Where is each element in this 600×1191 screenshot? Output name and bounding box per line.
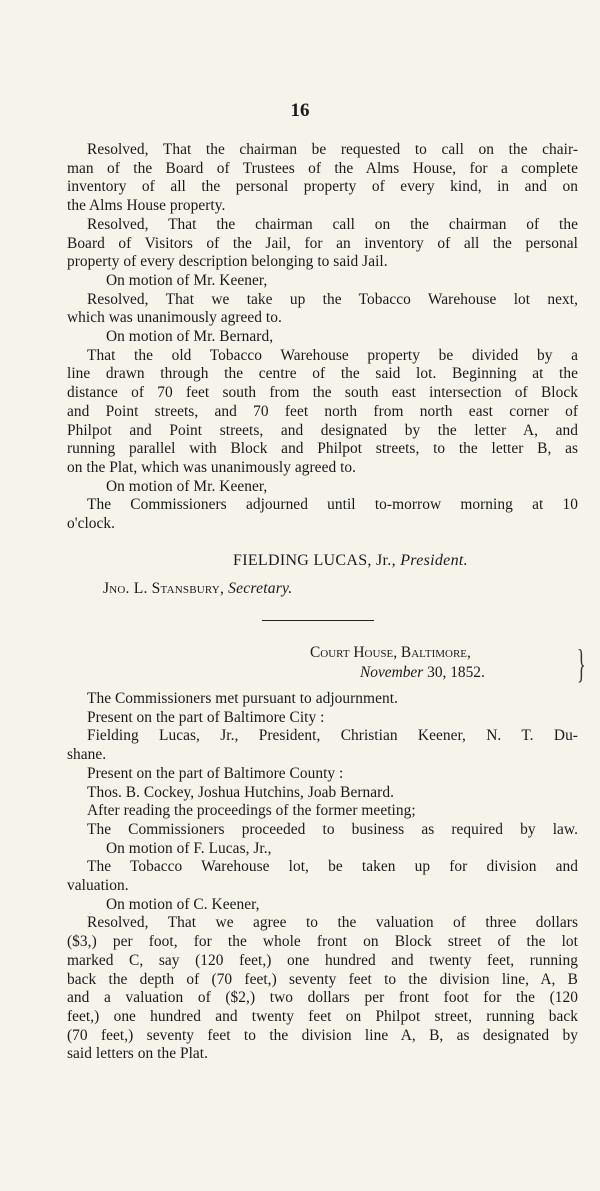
president-signature: [233, 552, 468, 570]
text-line: ($3,) per foot, for the whole front on Block street of the lot: [67, 933, 578, 951]
text-line: After reading the proceedings of the former meeting;: [87, 802, 416, 820]
minutes-block-1: [67, 141, 578, 534]
text-line: property of every description belonging to said Jail.: [67, 253, 388, 271]
text-line: on the Plat, which was unanimously agreed to.: [67, 458, 357, 476]
text-line: Philpot and Point streets, and designated by the letter A, and: [67, 421, 578, 439]
secretary-title: Secretary.: [228, 580, 293, 597]
page-number: 16: [290, 100, 310, 121]
text-line: On motion of Mr. Bernard,: [106, 328, 274, 346]
heading-date-rest: 30, 1852.: [427, 664, 485, 681]
text-line: Resolved, That the chairman be requested to call on the chair-: [87, 141, 578, 158]
text-line: said letters on the Plat.: [67, 1045, 209, 1063]
text-line: Thos. B. Cockey, Joshua Hutchins, Joab Bernard.: [87, 783, 394, 801]
text-line: Board of Visitors of the Jail, for an inventory of all the personal: [67, 234, 578, 252]
text-line: On motion of Mr. Keener,: [106, 477, 268, 495]
president-name: FIELDING LUCAS, Jr.,: [233, 552, 396, 569]
text-line: the Alms House property.: [67, 197, 226, 215]
text-line: feet,) one hundred and twenty feet on Philpot street, running back: [67, 1007, 578, 1025]
meeting-heading: [310, 643, 550, 683]
text-line: inventory of all the personal property of every kind, in and on: [67, 178, 578, 196]
text-line: The Commissioners proceeded to business as required by law.: [87, 820, 578, 838]
heading-date-month: November: [360, 664, 424, 681]
text-line: man of the Board of Trustees of the Alms House, for a complete: [67, 159, 578, 177]
brace-icon: }: [577, 641, 586, 686]
secretary-signature: [103, 580, 292, 598]
text-line: Fielding Lucas, Jr., President, Christian Keener, N. T. Du-: [87, 727, 578, 745]
secretary-name: Jno. L. Stansbury,: [103, 580, 225, 597]
heading-date: [310, 663, 550, 683]
text-line: valuation.: [67, 877, 129, 895]
text-line: Present on the part of Baltimore City :: [87, 708, 325, 726]
text-line: marked C, say (120 feet,) one hundred and twenty feet, running: [67, 951, 578, 969]
text-line: On motion of C. Keener,: [106, 895, 260, 913]
text-line: back the depth of (70 feet,) seventy feet to the division line, A, B: [67, 970, 578, 988]
text-line: line drawn through the centre of the said lot. Beginning at the: [67, 365, 578, 383]
text-line: Resolved, That we take up the Tobacco Warehouse lot next,: [87, 290, 578, 308]
text-line: which was unanimously agreed to.: [67, 309, 282, 327]
heading-location: Court House, Baltimore,: [310, 644, 471, 661]
minutes-block-2: [67, 690, 578, 1064]
text-line: The Commissioners met pursuant to adjournment.: [87, 690, 398, 707]
text-line: and a valuation of ($2,) two dollars per front foot for the (120: [67, 989, 578, 1007]
text-line: Resolved, That the chairman call on the chairman of the: [87, 215, 578, 233]
text-line: shane.: [67, 746, 107, 764]
president-title: President.: [400, 552, 468, 569]
text-line: distance of 70 feet south from the south east intersection of Block: [67, 384, 578, 402]
text-line: Present on the part of Baltimore County :: [87, 764, 344, 782]
text-line: running parallel with Block and Philpot streets, to the letter B, as: [67, 440, 578, 458]
text-line: The Tobacco Warehouse lot, be taken up for division and: [87, 858, 578, 876]
text-line: On motion of Mr. Keener,: [106, 271, 268, 289]
text-line: On motion of F. Lucas, Jr.,: [106, 839, 272, 857]
section-divider: [262, 620, 374, 621]
text-line: and Point streets, and 70 feet north from north east corner of: [67, 402, 578, 420]
text-line: (70 feet,) seventy feet to the division line A, B, as designated by: [67, 1026, 578, 1044]
text-line: o'clock.: [67, 515, 116, 533]
text-line: The Commissioners adjourned until to-morrow morning at 10: [87, 496, 578, 514]
text-line: Resolved, That we agree to the valuation of three dollars: [87, 914, 578, 932]
text-line: That the old Tobacco Warehouse property be divided by a: [87, 346, 578, 364]
